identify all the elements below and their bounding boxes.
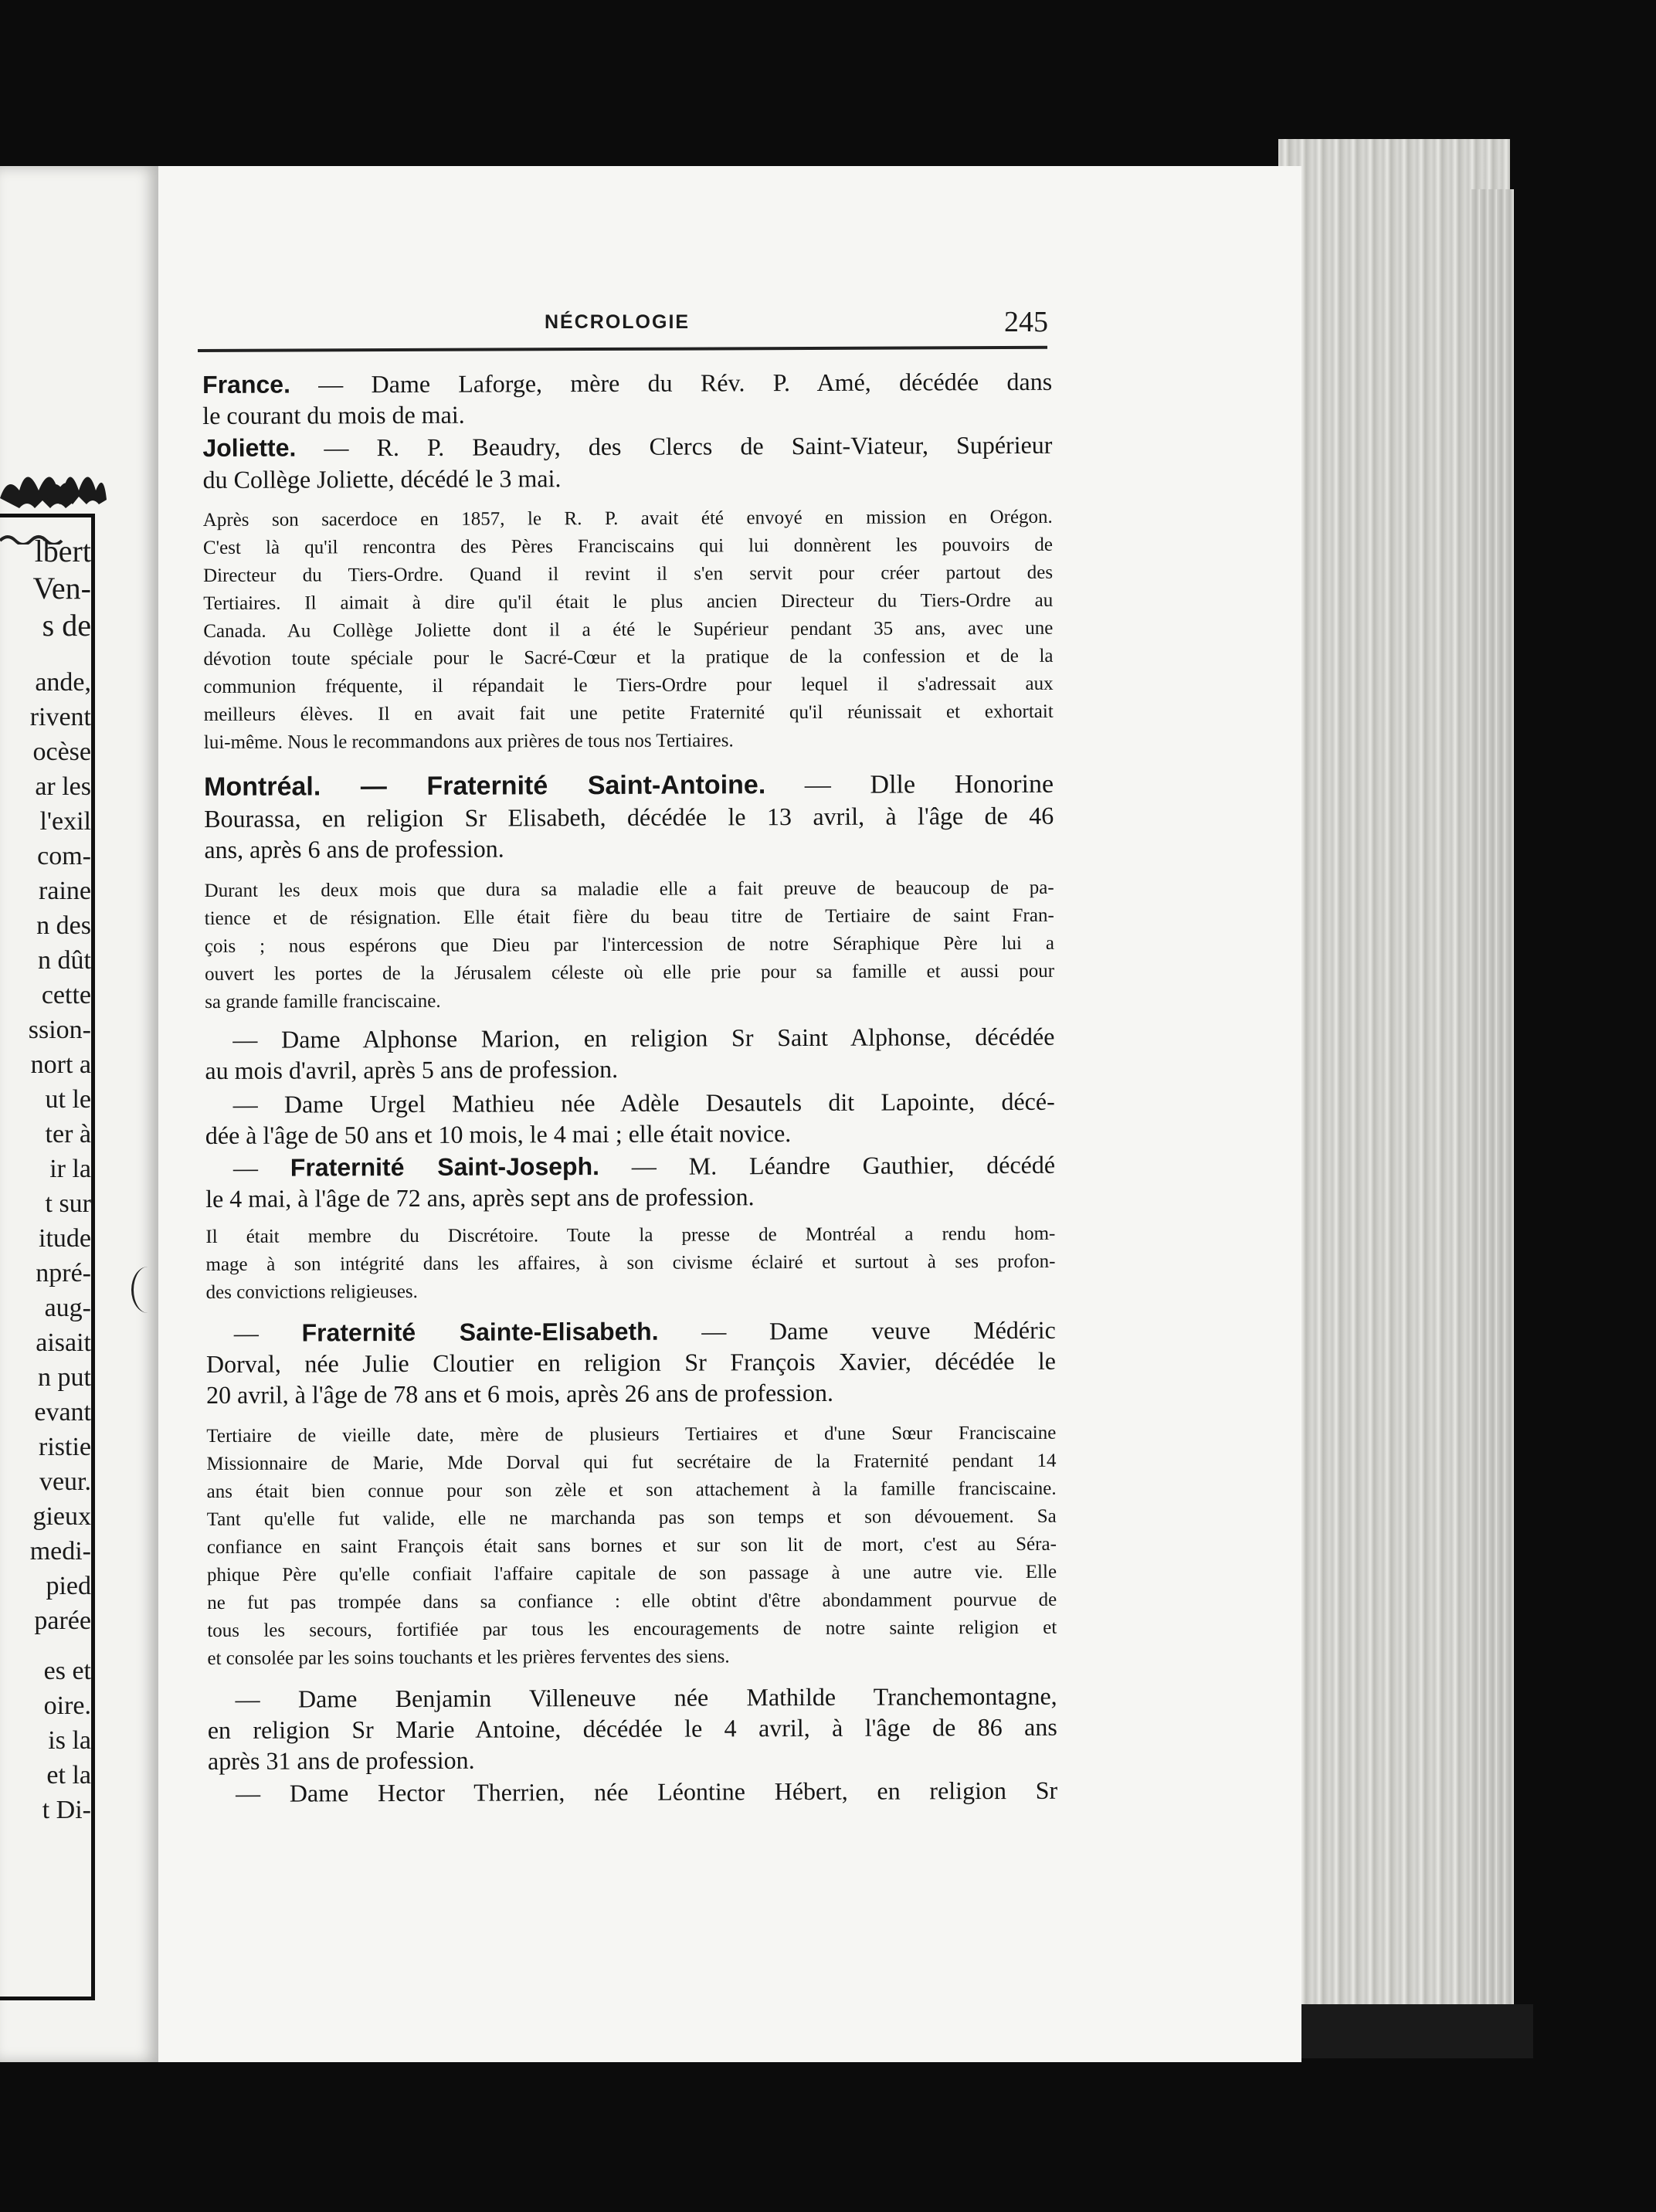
note-line: çois ; nous espérons que Dieu par l'intercession de notre Séraphique Père lui a xyxy=(204,932,1054,957)
entry-villeneuve-line: — Dame Benjamin Villeneuve née Mathilde Tranchemontagne, xyxy=(235,1681,1057,1713)
entry-saint-joseph-line: — Fraternité Saint-Joseph. — M. Léandre Gauthier, décédé xyxy=(232,1150,1056,1182)
page-header xyxy=(202,305,1048,351)
fleur-de-lis-ornament xyxy=(0,313,108,545)
entry-montreal-line: Bourassa, en religion Sr Elisabeth, décédée le 13 avril, à l'âge de 46 xyxy=(204,801,1054,833)
left-page xyxy=(0,166,158,2062)
left-fragment: nort a xyxy=(30,1050,91,1079)
entry-sainte-elisabeth-line: 20 avril, à l'âge de 78 ans et 6 mois, après 26 ans de profession. xyxy=(206,1378,833,1409)
left-fragment: lbert xyxy=(34,534,91,568)
entry-france-line: France. — Dame Laforge, mère du Rév. P. Amé, décédée dans xyxy=(202,367,1053,399)
entry-joliette-line: du Collège Joliette, décédé le 3 mai. xyxy=(202,464,562,494)
left-fragment: parée xyxy=(34,1606,91,1635)
left-fragment: npré- xyxy=(36,1259,91,1288)
note-line: confiance en saint François était sans bornes et sur son lit de mort, c'est au Séra- xyxy=(206,1533,1057,1558)
entry-marion-line: au mois d'avril, après 5 ans de profession. xyxy=(205,1054,619,1084)
running-head: NÉCROLOGIE xyxy=(545,311,691,333)
note-line: Missionnaire de Marie, Mde Dorval qui fut secrétaire de la Fraternité pendant 14 xyxy=(206,1450,1057,1474)
note-line: lui-même. Nous le recommandons aux prières de tous nos Tertiaires. xyxy=(203,730,734,753)
left-fragment: ir la xyxy=(49,1155,91,1183)
left-fragment: gieux xyxy=(32,1502,91,1531)
left-fragment: n dût xyxy=(38,946,91,975)
note-line: Tertiaires. Il aimait à dire qu'il était le plus ancien Directeur du Tiers-Ordre au xyxy=(203,589,1054,614)
entry-sainte-elisabeth-line: — Fraternité Sainte-Elisabeth. — Dame veuve Médéric xyxy=(233,1315,1056,1347)
entry-lead: Fraternité Saint-Joseph. xyxy=(290,1152,600,1182)
left-fragment: et la xyxy=(46,1761,91,1790)
left-fragment: evant xyxy=(34,1398,91,1427)
entry-montreal-line: Montréal. — Fraternité Saint-Antoine. — Dlle Honorine xyxy=(204,769,1054,802)
left-fragment: s de xyxy=(42,608,91,643)
note-line: Après son sacerdoce en 1857, le R. P. avait été envoyé en mission en Orégon. xyxy=(202,506,1053,531)
entry-saint-joseph-line: le 4 mai, à l'âge de 72 ans, après sept ans de profession. xyxy=(205,1182,755,1213)
note-line: ouvert les portes de la Jérusalem céleste où elle prie pour sa famille et aussi pour xyxy=(204,960,1055,985)
entry-france-line: le courant du mois de mai. xyxy=(202,400,465,429)
entry-lead: Fraternité Sainte-Elisabeth. xyxy=(301,1317,659,1347)
left-fragment: ar les xyxy=(35,772,91,801)
left-fragment: n put xyxy=(38,1363,91,1392)
left-fragment: ande, xyxy=(35,668,91,697)
note-line: Tant qu'elle fut valide, elle ne marchanda pas son temps et son dévouement. Sa xyxy=(206,1505,1057,1530)
left-fragment: rivent xyxy=(29,703,91,731)
left-fragment: t Di- xyxy=(42,1796,91,1824)
entry-montreal-line: ans, après 6 ans de profession. xyxy=(204,834,504,863)
left-page-text-box xyxy=(0,514,95,2000)
entry-sainte-elisabeth-line: Dorval, née Julie Cloutier en religion Sr François Xavier, décédée le xyxy=(205,1346,1057,1378)
entry-villeneuve-line: après 31 ans de profession. xyxy=(207,1746,475,1775)
left-fragment: ristie xyxy=(39,1433,91,1461)
left-fragment: aug- xyxy=(44,1294,91,1322)
left-fragment: medi- xyxy=(29,1537,91,1566)
left-fragment: veur. xyxy=(39,1467,91,1496)
note-line: Durant les deux mois que dura sa maladie elle a fait preuve de beaucoup de pa- xyxy=(204,877,1054,901)
entry-joliette-line: Joliette. — R. P. Beaudry, des Clercs de Saint-Viateur, Supérieur xyxy=(202,430,1053,462)
note-line: tous les secours, fortifiée par tous les encouragements de notre sainte religion et xyxy=(207,1617,1057,1641)
entry-marion-line: — Dame Alphonse Marion, en religion Sr Saint Alphonse, décédée xyxy=(232,1022,1055,1053)
note-line: ans était bien connue pour son zèle et son attachement à la famille franciscaine. xyxy=(206,1477,1057,1502)
note-line: Tertiaire de vieille date, mère de plusieurs Tertiaires et d'une Sœur Franciscaine xyxy=(206,1422,1057,1447)
entry-mathieu-line: dée à l'âge de 50 ans et 10 mois, le 4 mai ; elle était novice. xyxy=(205,1119,792,1149)
page-edges-outer xyxy=(1471,189,1514,2043)
note-line: Directeur du Tiers-Ordre. Quand il revint il s'en servit pour créer partout des xyxy=(203,561,1054,586)
note-line: des convictions religieuses. xyxy=(205,1281,418,1303)
note-line: sa grande famille franciscaine. xyxy=(205,990,441,1013)
entry-mathieu-line: — Dame Urgel Mathieu née Adèle Desautels dit Lapointe, décé- xyxy=(232,1087,1055,1118)
note-line: mage à son intégrité dans les affaires, à son civisme éclairé et surtout à ses profon- xyxy=(205,1250,1056,1275)
left-fragment: l'exil xyxy=(39,807,91,836)
left-fragment: ter à xyxy=(45,1120,91,1148)
entry-lead: France. xyxy=(202,370,291,399)
entry-villeneuve-line: en religion Sr Marie Antoine, décédée le 4 avril, à l'âge de 86 ans xyxy=(207,1712,1057,1744)
note-line: meilleurs élèves. Il en avait fait une petite Fraternité qu'il réunissait et exhortait xyxy=(203,701,1054,725)
note-line: ne fut pas trompée dans sa confiance : elle obtint d'être abondamment pourvue de xyxy=(207,1589,1057,1613)
left-fragment: com- xyxy=(37,842,91,870)
page-number: 245 xyxy=(1004,306,1048,338)
entry-therrien-line: — Dame Hector Therrien, née Léontine Hébert, en religion Sr xyxy=(236,1776,1058,1807)
entry-lead: Montréal. — Fraternité Saint-Antoine. xyxy=(204,770,766,802)
left-fragment: ssion- xyxy=(28,1016,91,1044)
page-crease-mark xyxy=(131,1267,165,1313)
note-line: communion fréquente, il répandait le Tiers-Ordre pour lequel il s'adressait aux xyxy=(203,673,1054,697)
left-fragment: n des xyxy=(36,911,91,940)
note-line: et consolée par les soins touchants et les prières ferventes des siens. xyxy=(207,1646,730,1669)
note-line: dévotion toute spéciale pour le Sacré-Cœur et la pratique de la confession et de la xyxy=(203,645,1054,670)
left-fragment: t sur xyxy=(45,1189,91,1218)
note-line: tience et de résignation. Elle était fière du beau titre de Tertiaire de saint Fran- xyxy=(204,904,1054,929)
left-fragment: es et xyxy=(43,1657,91,1685)
note-line: Il était membre du Discrétoire. Toute la presse de Montréal a rendu hom- xyxy=(205,1223,1056,1247)
left-fragment: aisait xyxy=(36,1328,91,1357)
left-fragment: ocèse xyxy=(32,738,91,766)
left-fragment: oire. xyxy=(43,1691,91,1720)
left-fragment: is la xyxy=(48,1726,91,1755)
note-line: Canada. Au Collège Joliette dont il a été le Supérieur pendant 35 ans, avec une xyxy=(203,617,1054,642)
left-fragment: pied xyxy=(46,1572,91,1600)
entry-lead: Joliette. xyxy=(202,433,297,462)
left-fragment: Ven- xyxy=(32,571,91,606)
note-line: C'est là qu'il rencontra des Pères Franciscains qui lui donnèrent les pouvoirs de xyxy=(202,534,1053,558)
left-fragment: itude xyxy=(39,1224,91,1253)
left-fragment: cette xyxy=(41,981,91,1009)
book-cover-bottom xyxy=(1274,2004,1533,2058)
left-fragment: ut le xyxy=(45,1085,91,1114)
note-line: phique Père qu'elle confiait l'affaire capitale de son passage à une autre vie. Elle xyxy=(206,1561,1057,1586)
left-fragment: raine xyxy=(39,877,91,905)
